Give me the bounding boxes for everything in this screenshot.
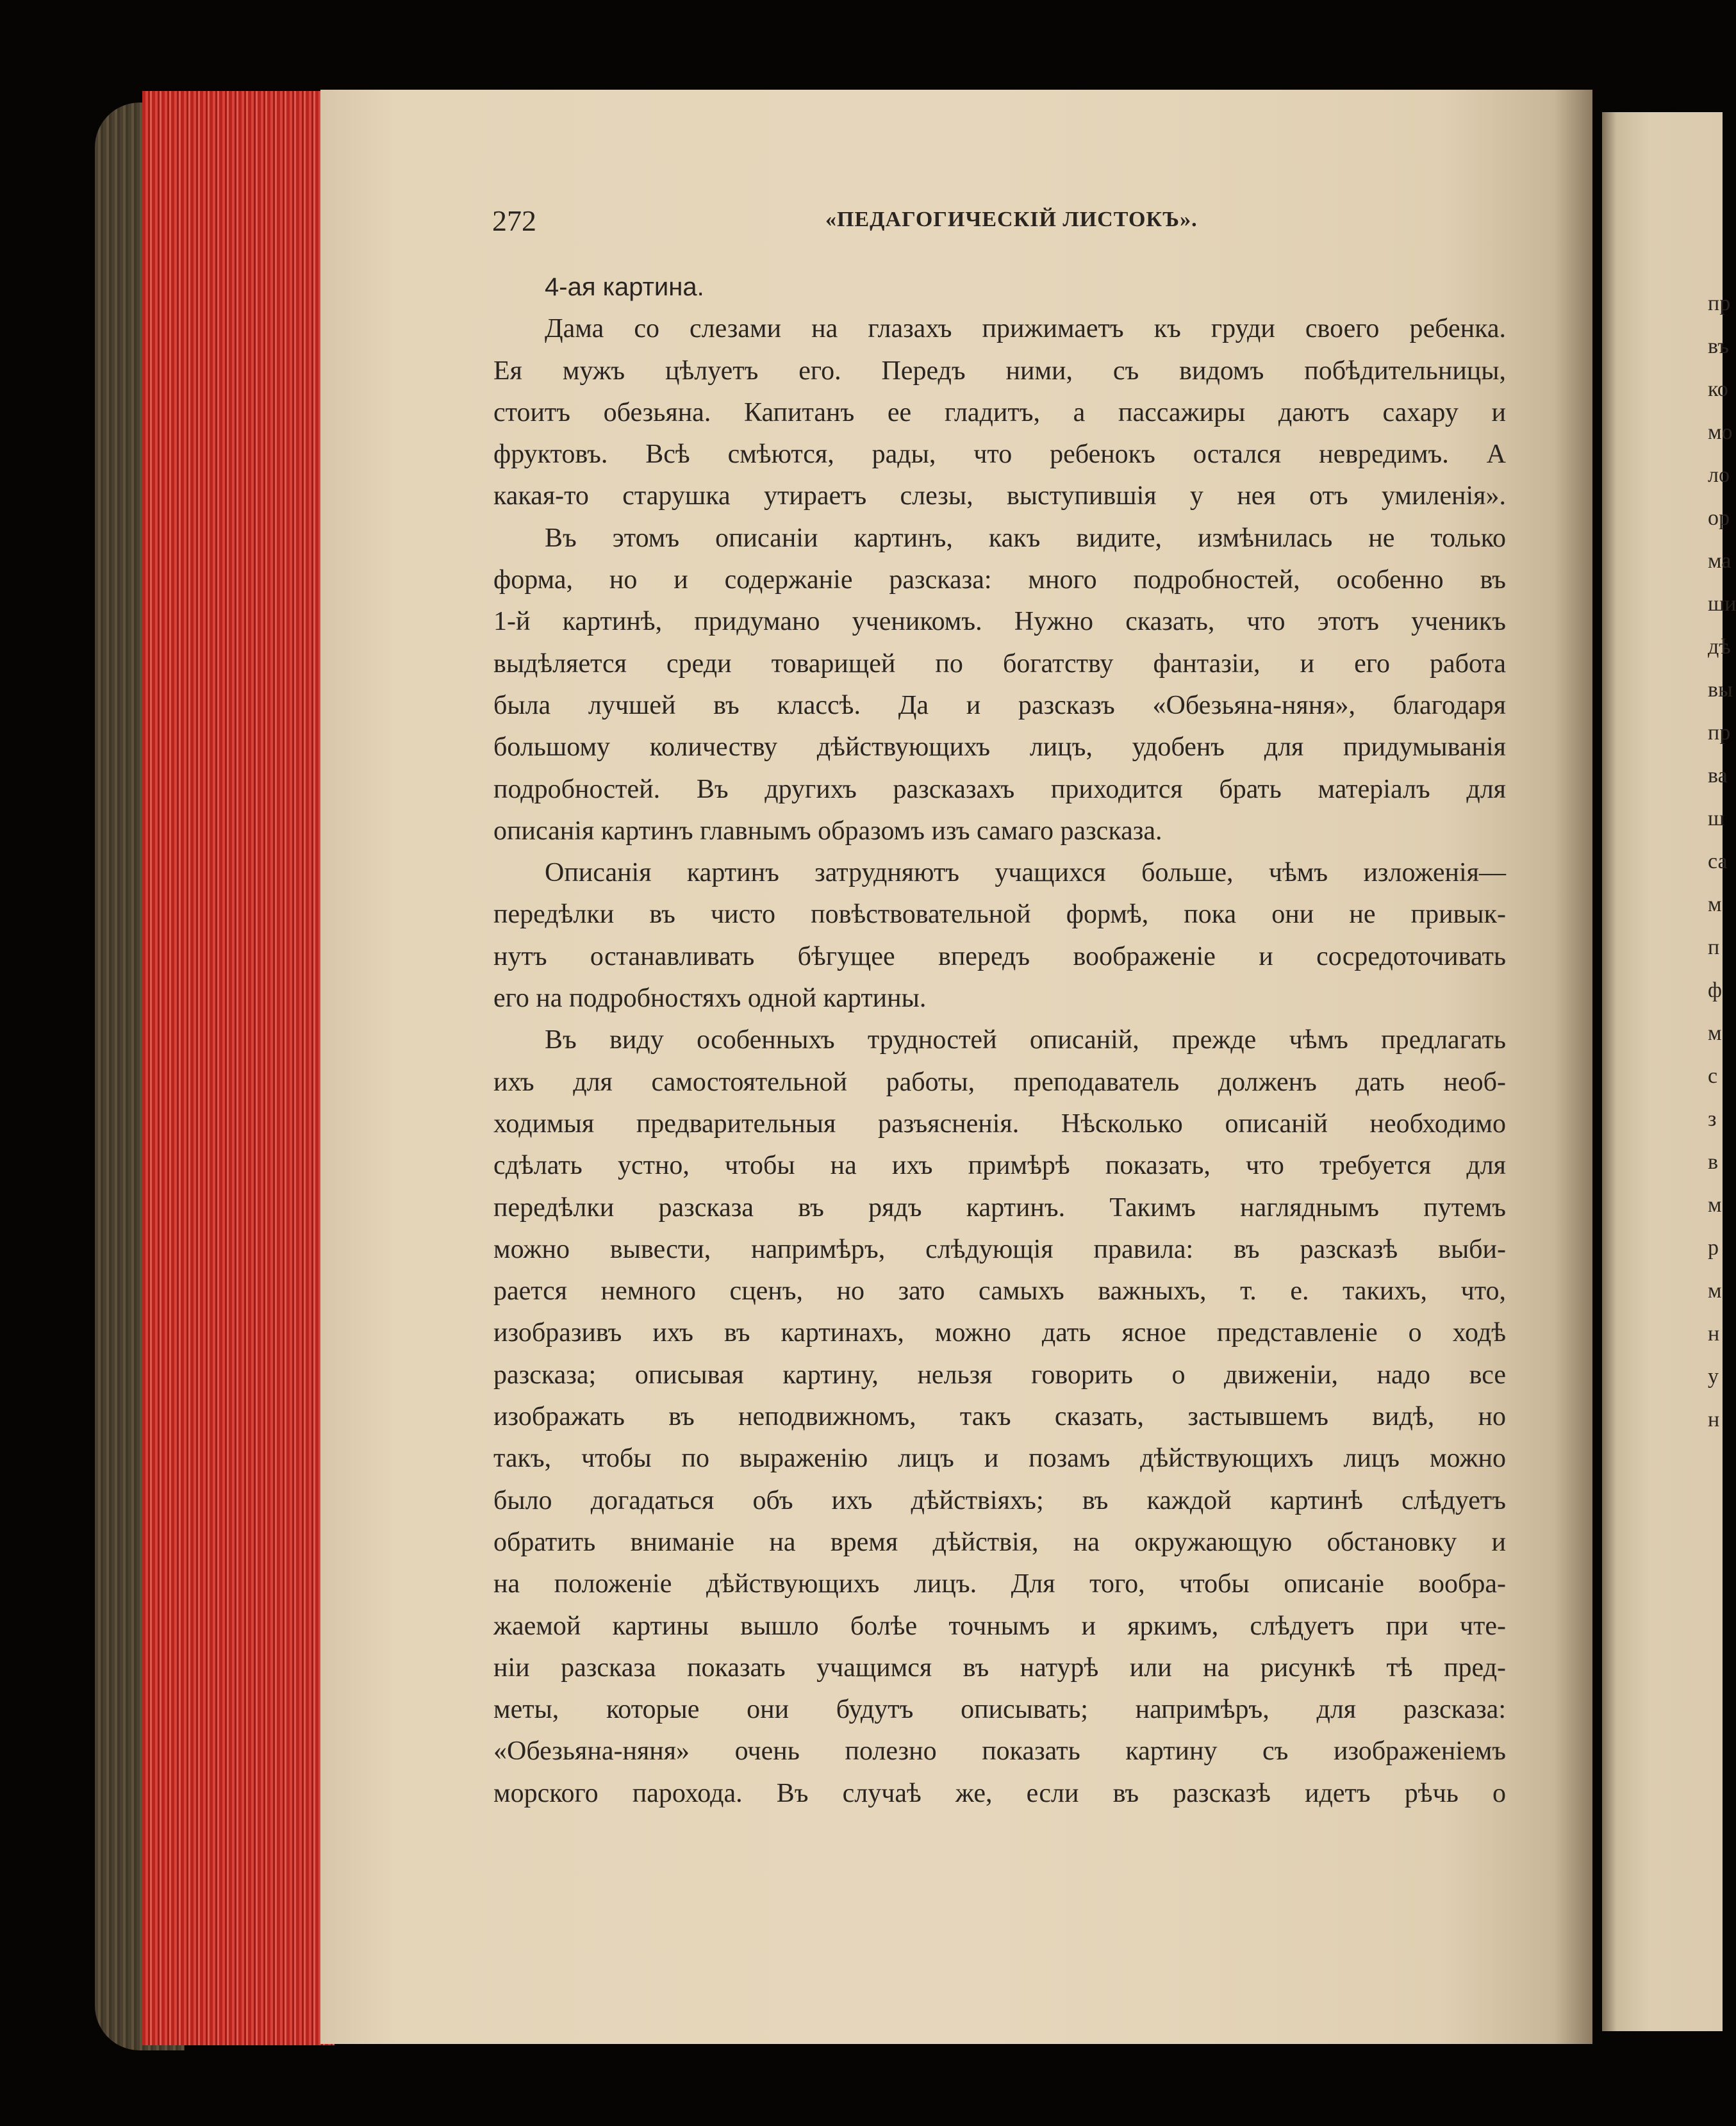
text-line: жаемой картины вышло болѣе точнымъ и яркимъ, слѣдуетъ при чте-	[493, 1611, 1506, 1641]
text-line: Въ этомъ описаніи картинъ, какъ видите, измѣнилась не только	[545, 523, 1506, 553]
text-line: рается немного сценъ, но зато самыхъ важныхъ, т. е. такихъ, что,	[493, 1276, 1506, 1306]
facing-page-fragment: ши	[1708, 592, 1736, 616]
facing-page-fragment: с	[1708, 1064, 1718, 1088]
facing-page-fragment: ва	[1708, 764, 1728, 787]
text-line: сдѣлать устно, чтобы на ихъ примѣрѣ показать, что требуется для	[493, 1151, 1506, 1181]
facing-page-fragment: ко	[1708, 377, 1728, 401]
facing-page-fragment: м	[1708, 1279, 1722, 1303]
facing-page-fragment: н	[1708, 1408, 1720, 1431]
facing-page-fragment: ло	[1708, 463, 1730, 487]
facing-page-fragment: са	[1708, 850, 1728, 873]
section-heading: 4-ая картина.	[545, 273, 704, 301]
facing-page-fragment: ма	[1708, 549, 1732, 573]
facing-page	[1602, 112, 1736, 2031]
text-line: нутъ останавливать бѣгущее впередъ воображеніе и сосредоточивать	[493, 941, 1506, 971]
text-line: было догадаться объ ихъ дѣйствіяхъ; въ каждой картинѣ слѣдуетъ	[493, 1485, 1506, 1515]
text-line: изображать въ неподвижномъ, такъ сказать, застывшемъ видѣ, но	[493, 1402, 1506, 1432]
text-line: разсказа; описывая картину, нельзя говорить о движеніи, надо все	[493, 1360, 1506, 1390]
text-line: на положеніе дѣйствующихъ лицъ. Для того, чтобы описаніе вообра-	[493, 1569, 1506, 1599]
facing-page-fragment: пр	[1708, 721, 1731, 745]
text-line: передѣлки въ чисто повѣствовательной формѣ, пока они не привык-	[493, 900, 1506, 930]
text-line: его на подробностяхъ одной картины.	[493, 984, 927, 1014]
text-line: какая-то старушка утираетъ слезы, выступившія у нея отъ умиленія».	[493, 481, 1506, 511]
facing-page-fragment: ор	[1708, 506, 1730, 530]
text-line: была лучшей въ классѣ. Да и разсказъ «Обезьяна-няня», благодаря	[493, 690, 1506, 720]
text-line: морского парохода. Въ случаѣ же, если въ разсказѣ идетъ рѣчь о	[493, 1778, 1506, 1808]
facing-page-fragment: р	[1708, 1236, 1719, 1260]
text-line: фруктовъ. Всѣ смѣются, рады, что ребенокъ остался невредимъ. А	[493, 440, 1506, 470]
body-text	[493, 267, 1506, 1815]
text-line: Описанія картинъ затрудняютъ учащихся больше, чѣмъ изложенія—	[545, 858, 1506, 888]
red-page-edges	[142, 91, 335, 2045]
facing-page-fragment: м	[1708, 1193, 1722, 1217]
facing-page-fragment: н	[1708, 1322, 1720, 1346]
text-line: Ея мужъ цѣлуетъ его. Передъ ними, съ видомъ побѣдительницы,	[493, 356, 1506, 386]
facing-page-fragment: ф	[1708, 978, 1723, 1002]
facing-page-fragment: у	[1708, 1365, 1719, 1388]
text-line: описанія картинъ главнымъ образомъ изъ самаго разсказа.	[493, 816, 1162, 846]
text-line: ходимыя предварительныя разъясненія. Нѣсколько описаній необходимо	[493, 1108, 1506, 1139]
facing-page-fragment: мо	[1708, 420, 1733, 444]
text-line: передѣлки разсказа въ рядъ картинъ. Такимъ нагляднымъ путемъ	[493, 1192, 1506, 1223]
text-line: подробностей. Въ другихъ разсказахъ приходится брать матеріалъ для	[493, 774, 1506, 804]
journal-title: «ПЕДАГОГИЧЕСКІЙ ЛИСТОКЪ».	[825, 208, 1198, 231]
running-head	[492, 204, 1198, 242]
text-line: 1-й картинѣ, придумано ученикомъ. Нужно сказать, что этотъ ученикъ	[493, 607, 1506, 637]
text-line: изобразивъ ихъ въ картинахъ, можно дать ясное представленіе о ходѣ	[493, 1318, 1506, 1348]
facing-page-fragment: дѣ	[1708, 635, 1731, 659]
facing-page-fragment: пр	[1708, 292, 1731, 315]
facing-page-fragment: п	[1708, 935, 1720, 959]
text-line: большому количеству дѣйствующихъ лицъ, удобенъ для придумыванія	[493, 732, 1506, 762]
text-line: стоитъ обезьяна. Капитанъ ее гладитъ, а пассажиры даютъ сахару и	[493, 397, 1506, 427]
facing-page-fragment: вы	[1708, 678, 1733, 702]
facing-page-fragment: в	[1708, 1150, 1719, 1174]
facing-page-text	[1708, 282, 1736, 1441]
text-line: ніи разсказа показать учащимся въ натурѣ или на рисункѣ тѣ пред-	[493, 1652, 1506, 1683]
page-number: 272	[492, 204, 536, 237]
text-line: такъ, чтобы по выраженію лицъ и позамъ дѣйствующихъ лицъ можно	[493, 1444, 1506, 1474]
text-line: «Обезьяна-няня» очень полезно показать картину съ изображеніемъ	[493, 1736, 1506, 1767]
text-line: можно вывести, напримѣръ, слѣдующія правила: въ разсказѣ выби-	[493, 1234, 1506, 1264]
text-line: выдѣляется среди товарищей по богатству фантазіи, и его работа	[493, 648, 1506, 679]
text-line: Дама со слезами на глазахъ прижимаетъ къ груди своего ребенка.	[545, 314, 1506, 344]
text-line: ихъ для самостоятельной работы, преподаватель долженъ дать необ-	[493, 1067, 1506, 1097]
facing-page-fragment: м	[1708, 1021, 1722, 1045]
facing-page-fragment: ш	[1708, 807, 1725, 830]
text-line: форма, но и содержаніе разсказа: много подробностей, особенно въ	[493, 565, 1506, 595]
text-line: обратить вниманіе на время дѣйствія, на окружающую обстановку и	[493, 1527, 1506, 1557]
text-line: Въ виду особенныхъ трудностей описаній, прежде чѣмъ предлагать	[545, 1025, 1506, 1055]
text-line: меты, которые они будутъ описывать; напримѣръ, для разсказа:	[493, 1695, 1506, 1725]
facing-page-fragment: з	[1708, 1107, 1717, 1131]
facing-page-fragment: м	[1708, 893, 1722, 916]
facing-page-fragment: въ	[1708, 334, 1729, 358]
